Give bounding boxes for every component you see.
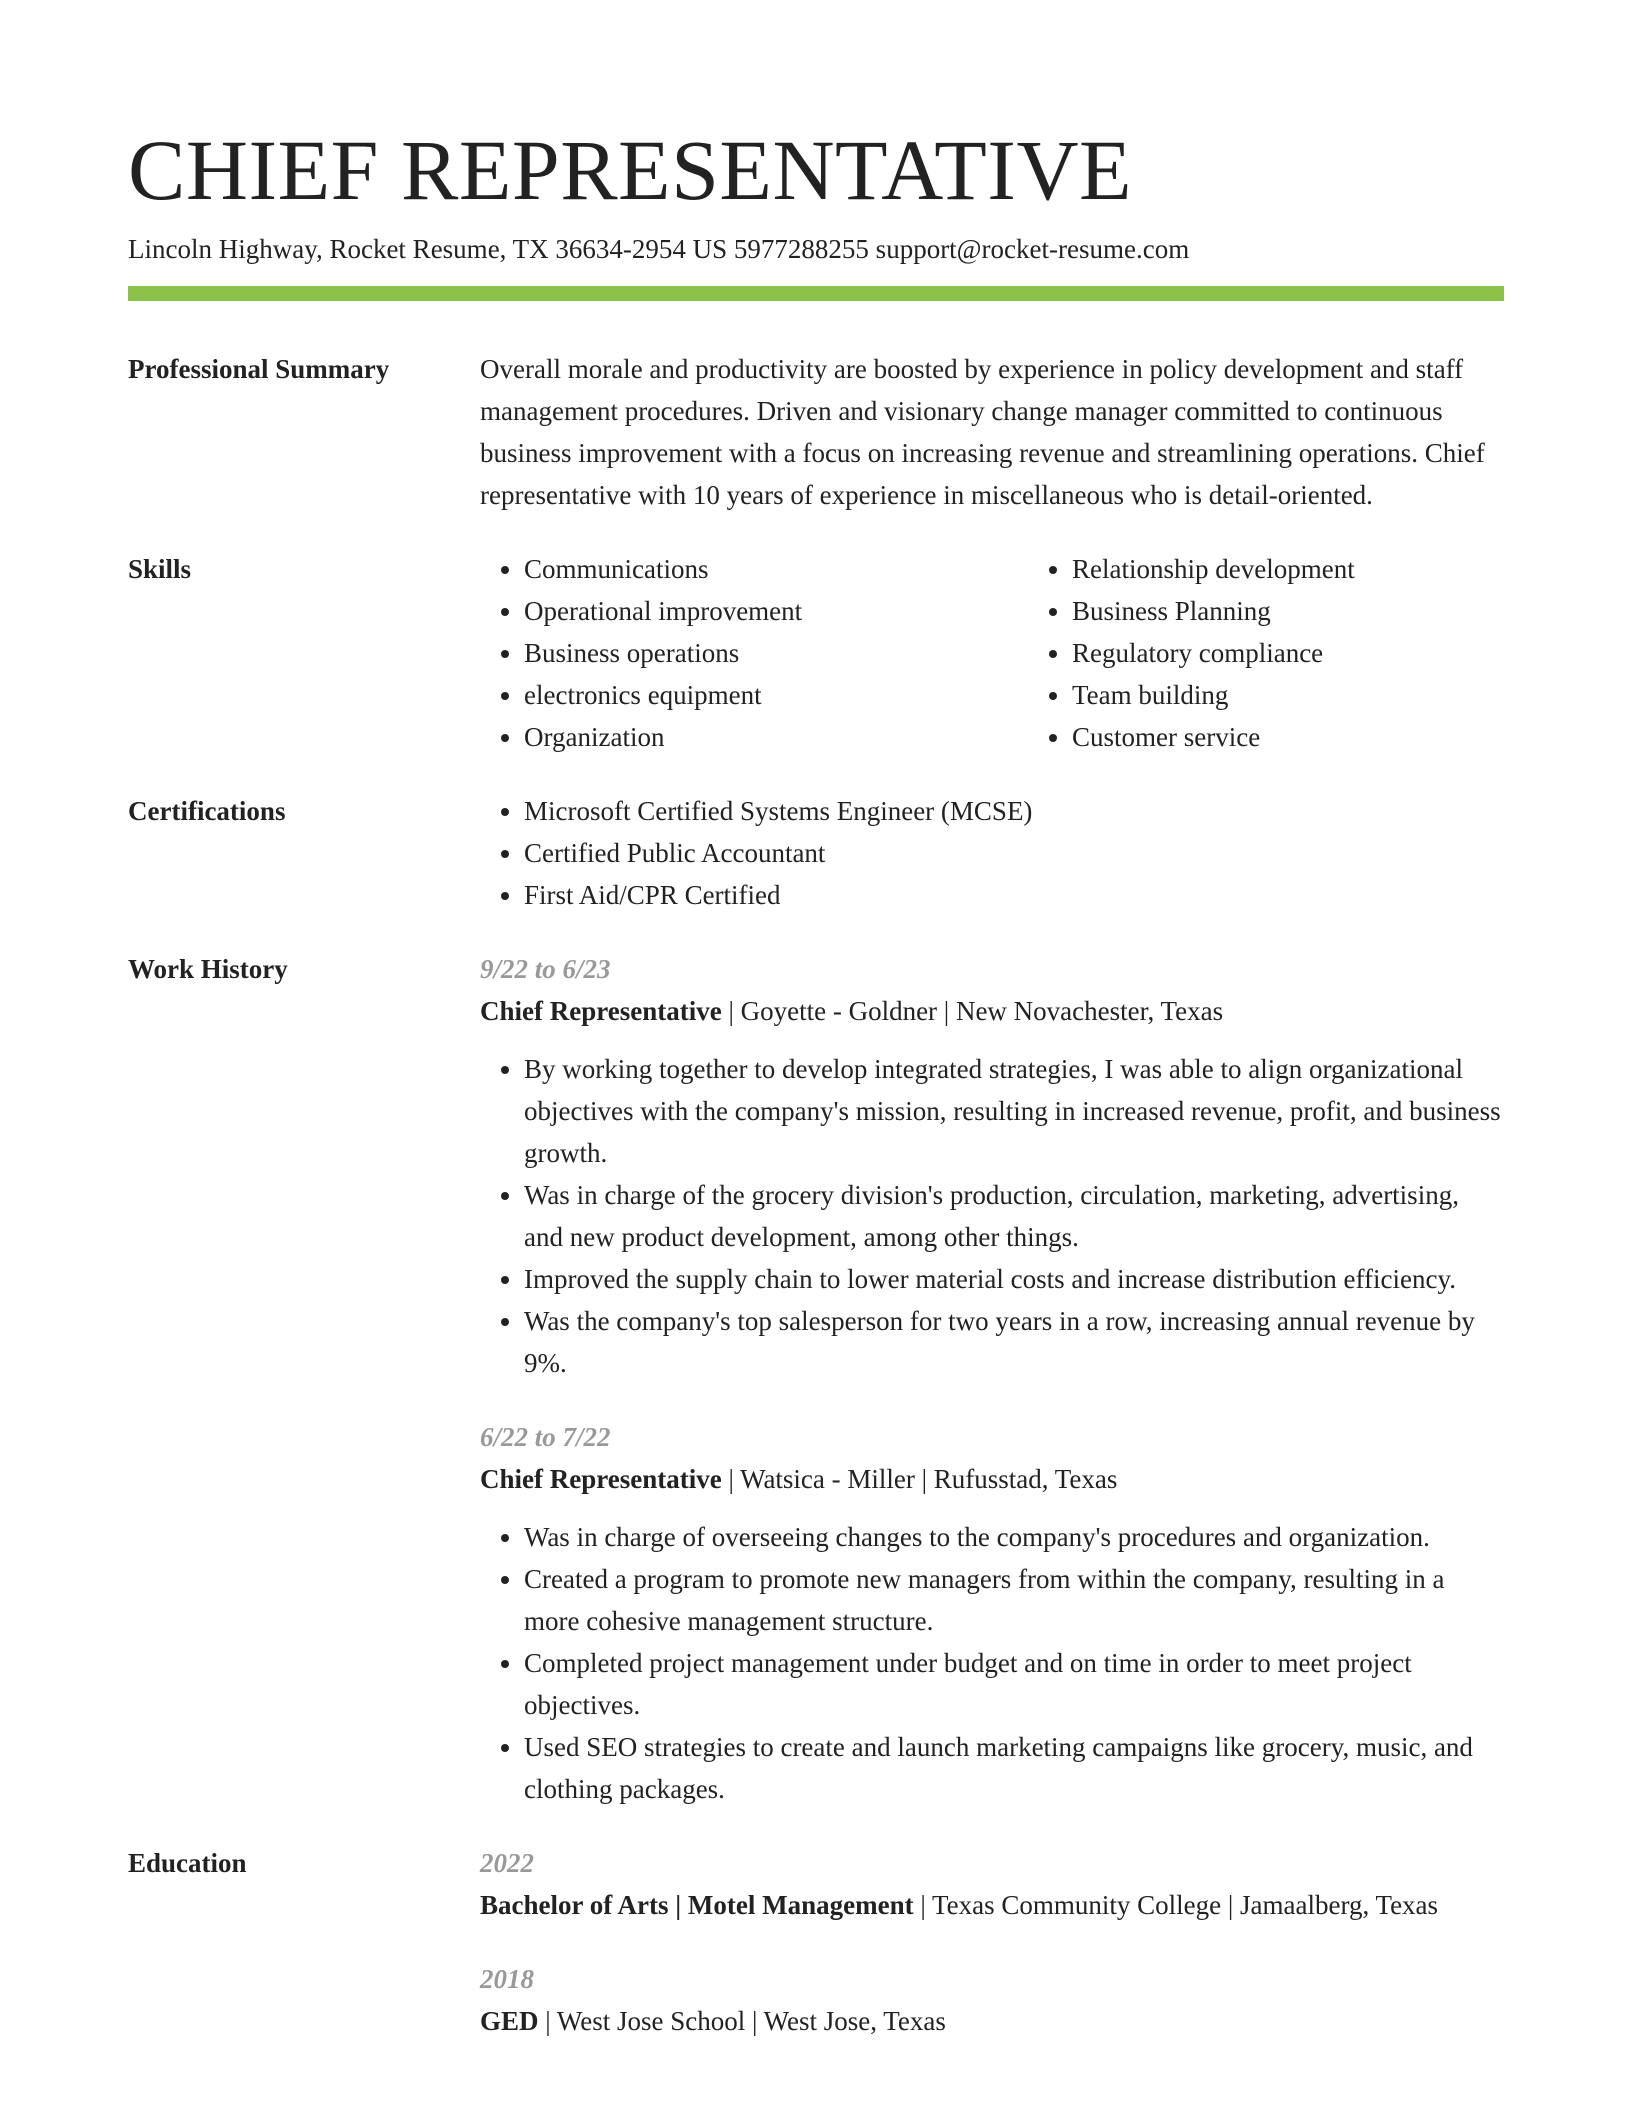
skill-item: • Organization	[524, 716, 1028, 758]
skills-list-left	[480, 548, 1028, 758]
job-bullet: • By working together to develop integrated strategies, I was able to align organizational objectives with the company's mission, resulting in increased revenue, profit, and business growth.	[524, 1048, 1504, 1174]
job-bullet: • Was the company's top salesperson for two years in a row, increasing annual revenue by 9%.	[524, 1300, 1504, 1384]
job-bullet: • Used SEO strategies to create and launch marketing campaigns like grocery, music, and clothing packages.	[524, 1726, 1504, 1810]
skill-item: • Customer service	[1072, 716, 1355, 758]
education-entry	[480, 1958, 1504, 2042]
contact-info: Lincoln Highway, Rocket Resume, TX 36634-2954 US 5977288255 support@rocket-resume.com	[128, 234, 1190, 264]
job-title: Chief Representative	[480, 1464, 722, 1494]
degree-title: Bachelor of Arts | Motel Management	[480, 1890, 914, 1920]
education-heading	[480, 2000, 1504, 2042]
job-entry	[480, 1416, 1504, 1810]
job-title: Chief Representative	[480, 996, 722, 1026]
section-title: Professional Summary	[128, 354, 390, 384]
education-date: 2022	[480, 1848, 534, 1878]
education-heading	[480, 1884, 1504, 1926]
job-bullet: • Improved the supply chain to lower material costs and increase distribution efficiency.	[524, 1258, 1504, 1300]
resume-title: CHIEF REPRESENTATIVE	[128, 122, 1133, 218]
skill-item: • electronics equipment	[524, 674, 1028, 716]
skill-item: • Business Planning	[1072, 590, 1355, 632]
job-bullets	[480, 1516, 1504, 1810]
school-details: | West Jose School | West Jose, Texas	[538, 2006, 946, 2036]
education-section	[128, 1842, 1504, 2042]
skill-item: • Business operations	[524, 632, 1028, 674]
certifications-section	[128, 790, 1504, 916]
skill-item: • Operational improvement	[524, 590, 1028, 632]
skill-item: • Regulatory compliance	[1072, 632, 1355, 674]
certification-item: • First Aid/CPR Certified	[524, 874, 1504, 916]
accent-divider	[128, 286, 1504, 301]
section-title: Skills	[128, 554, 192, 584]
job-date: 9/22 to 6/23	[480, 954, 611, 984]
skills-section	[128, 548, 1504, 758]
job-bullet: • Was in charge of the grocery division's production, circulation, marketing, advertising, and new product development, among other things.	[524, 1174, 1504, 1258]
skills-list-right	[1028, 548, 1355, 758]
summary-text: Overall morale and productivity are boosted by experience in policy development and staff management procedures. Driven and visionary change manager committed to continuous business improvement with a focus on increasing revenue and streamlining operations. Chief representative with 10 years of experience in miscellaneous who is detail-oriented.	[480, 354, 1485, 510]
degree-title: GED	[480, 2006, 539, 2036]
job-heading	[480, 1458, 1504, 1500]
job-bullets	[480, 1048, 1504, 1384]
job-details: | Watsica - Miller | Rufusstad, Texas	[721, 1464, 1118, 1494]
job-date: 6/22 to 7/22	[480, 1422, 611, 1452]
section-title: Certifications	[128, 796, 286, 826]
job-bullet: • Created a program to promote new managers from within the company, resulting in a more cohesive management structure.	[524, 1558, 1504, 1642]
job-details: | Goyette - Goldner | New Novachester, Texas	[721, 996, 1224, 1026]
certification-item: • Certified Public Accountant	[524, 832, 1504, 874]
certification-item: • Microsoft Certified Systems Engineer (MCSE)	[524, 790, 1504, 832]
certifications-list	[480, 790, 1504, 916]
section-title: Work History	[128, 954, 288, 984]
summary-section	[128, 348, 1504, 516]
job-entry	[480, 948, 1504, 1384]
job-bullet: • Completed project management under budget and on time in order to meet project objectives.	[524, 1642, 1504, 1726]
section-title: Education	[128, 1848, 247, 1878]
resume-content	[128, 348, 1504, 2074]
job-heading	[480, 990, 1504, 1032]
education-entry	[480, 1842, 1504, 1926]
skill-item: • Team building	[1072, 674, 1355, 716]
education-date: 2018	[480, 1964, 534, 1994]
school-details: | Texas Community College | Jamaalberg, Texas	[913, 1890, 1439, 1920]
skill-item: • Communications	[524, 548, 1028, 590]
skill-item: • Relationship development	[1072, 548, 1355, 590]
work-history-section	[128, 948, 1504, 1810]
job-bullet: • Was in charge of overseeing changes to the company's procedures and organization.	[524, 1516, 1504, 1558]
